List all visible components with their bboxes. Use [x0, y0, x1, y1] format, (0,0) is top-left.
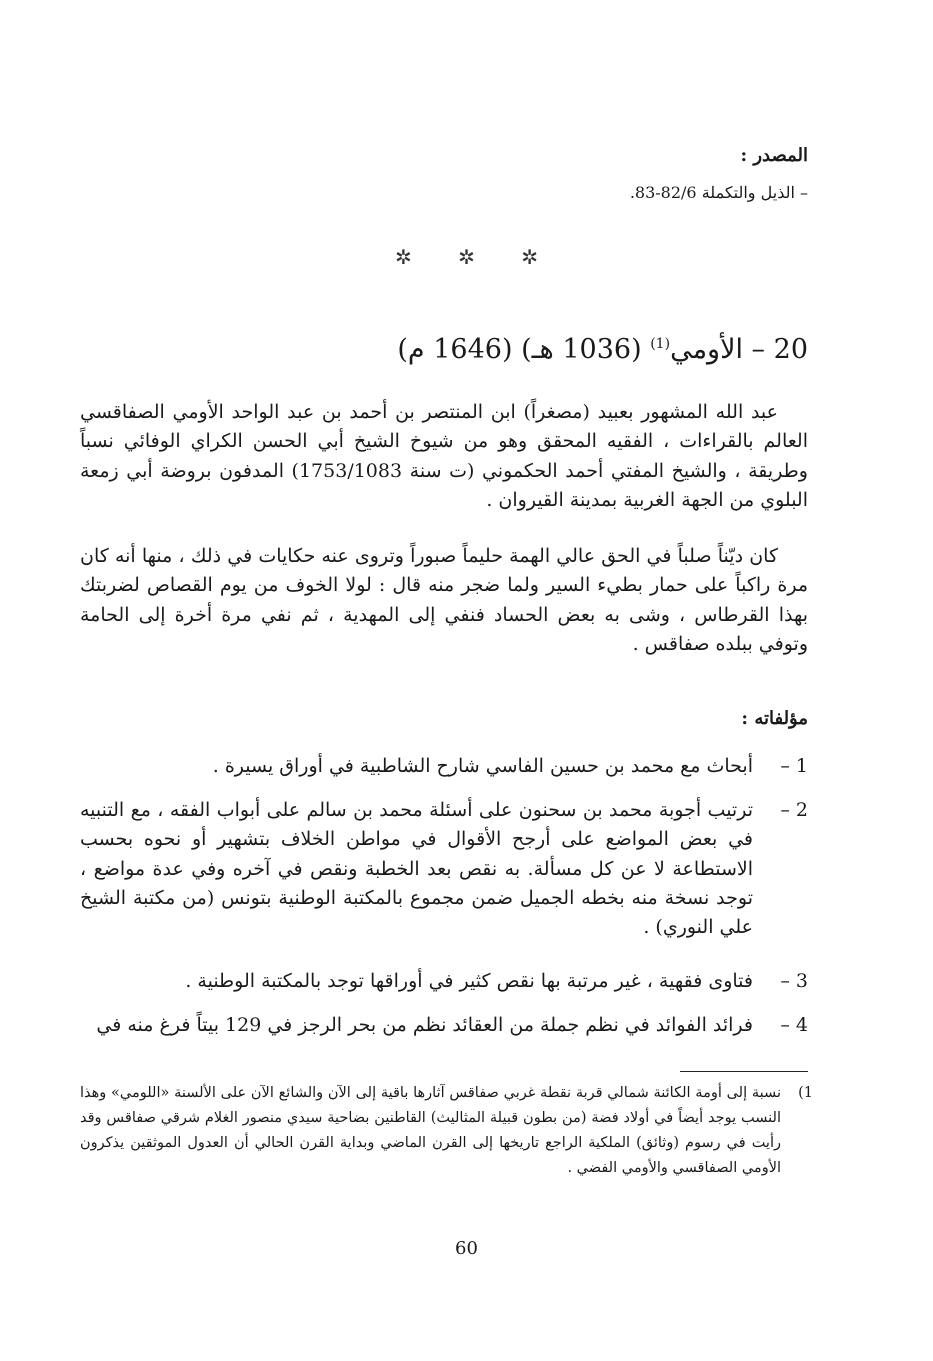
entry-title [108, 334, 808, 365]
source-heading: المصدر : [740, 145, 808, 166]
entry-title-dates: (1036 هـ) (1646 م) [397, 334, 642, 365]
works-list-item [80, 967, 808, 996]
list-item-number: 4 – [780, 1014, 808, 1036]
asterisk-ornament: ✲ [394, 245, 412, 269]
entry-title-name: 20 – الأومي [670, 334, 808, 365]
asterisk-ornament: ✲ [521, 245, 538, 269]
footnote-text: نسبة إلى أومة الكائنة شمالي قربة نقطة غربي صفاقس آثارها باقية إلى الآن والشائع الآن على الألسنة «اللومي» وهذا النسب يوجد أيضاً في أولاد فضة (من بطون قبيلة المثاليث) القاطنين بضاحية سيدي منصور الغلام شرقي صفاقس وقد رأيت في رسوم (وثائق) الملكية الراجع تاريخها إلى القرن الماضي وبداية القرن الحالي أن العدول الموثقين يذكرون الأومي الصفاقسي والأومي الفضي . [80, 1085, 781, 1176]
works-list-item [80, 752, 808, 781]
biography-paragraph: كان ديّناً صلباً في الحق عالي الهمة حليماً صبوراً وتروى عنه حكايات في ذلك ، منها أنه كان مرة راكباً على حمار بطيء السير ولما ضجر منه قال : لولا الخوف من يوم القصاص لضربتك بهذا القرطاس ، وشى به بعض الحساد فنفي إلى المهدية ، ثم نفي مرة أخرة إلى الحامة وتوفي ببلده صفاقس . [80, 545, 808, 655]
list-item-number: 2 – [780, 799, 808, 821]
footnote-divider [680, 1071, 808, 1072]
list-item-number: 3 – [780, 970, 808, 992]
works-heading: مؤلفاته : [741, 708, 808, 729]
list-item-number: 1 – [780, 755, 808, 777]
page-number: 60 [455, 1238, 478, 1259]
footnote [80, 1081, 813, 1181]
list-item-text: فتاوى فقهية ، غير مرتبة بها نقص كثير في أوراقها توجد بالمكتبة الوطنية . [185, 970, 753, 992]
footnote-number: 1) [798, 1085, 813, 1101]
list-item-text: ترتيب أجوبة محمد بن سحنون على أسئلة محمد بن سالم على أبواب الفقه ، مع التنبيه في بعض المواضع على أرجح الأقوال في مواطن الخلاف بتشهير أو نحوه بحسب الاستطاعة لا عن كل مسألة. به نقص بعد الخطبة ونقص في آخره وفي عدة مواضع ، توجد نسخة منه بخطه الجميل ضمن مجموع بالمكتبة الوطنية بتونس (من مكتبة الشيخ علي النوري) . [80, 799, 753, 939]
works-list-item [80, 796, 808, 942]
asterisk-ornament: ✲ [458, 245, 475, 269]
footnote-reference: (1) [650, 336, 671, 352]
list-item-text: أبحاث مع محمد بن حسين الفاسي شارح الشاطبية في أوراق يسيرة . [212, 755, 753, 777]
works-list-item [80, 1011, 808, 1040]
biography-paragraph: عبد الله المشهور بعبيد (مصغراً) ابن المنتصر بن أحمد بن عبد الواحد الأومي الصفاقسي العالم بالقراءات ، الفقيه المحقق وهو من شيوخ الشيخ أبي الحسن الكراي الوفائي نسباً وطريقة ، والشيخ المفتي أحمد الحكموني (ت سنة 1753/1083) المدفون بروضة أبي زمعة البلوي من الجهة الغربية بمدينة القيروان . [80, 401, 808, 511]
source-item: – الذيل والتكملة 82/6-83. [629, 183, 808, 202]
list-item-text: فرائد الفوائد في نظم جملة من العقائد نظم من بحر الرجز في 129 بيتاً فرغ منه في [96, 1014, 753, 1036]
section-separator [0, 245, 933, 269]
